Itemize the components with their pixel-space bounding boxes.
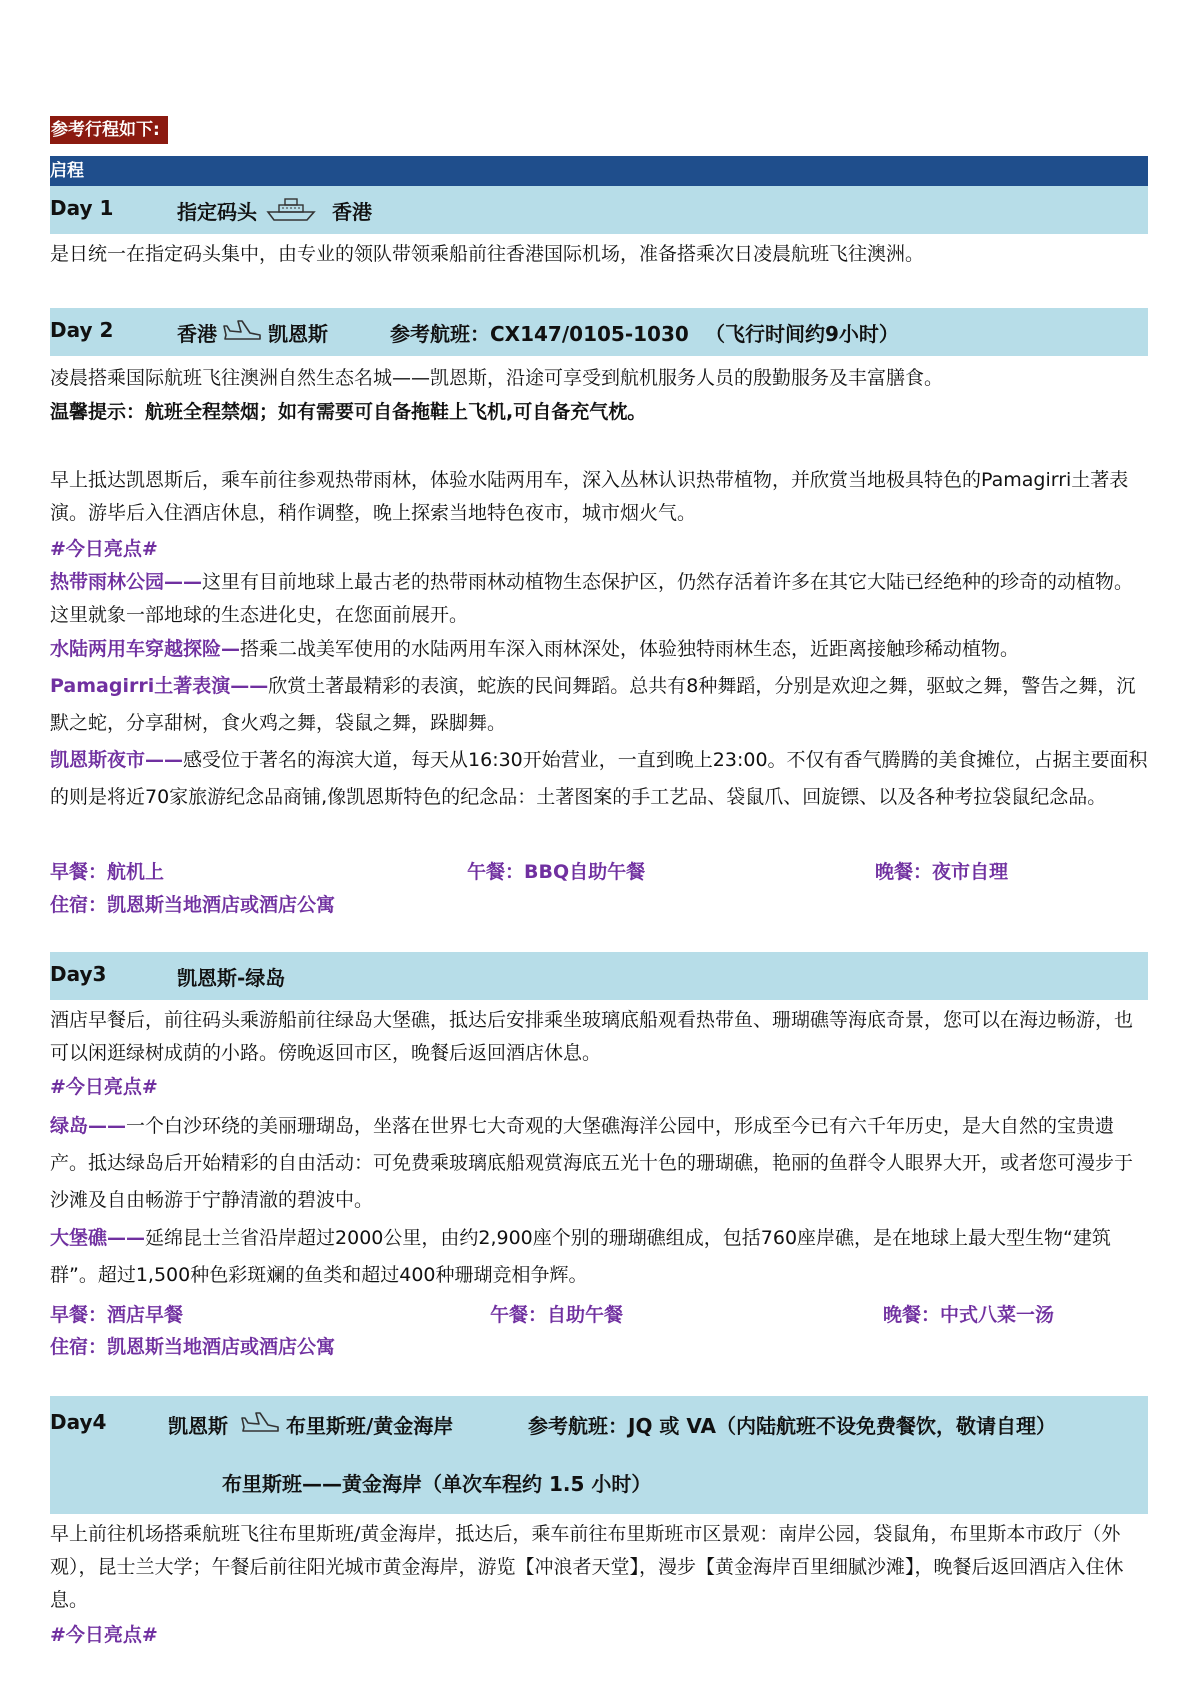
attraction-name: 热带雨林公园—— [50, 571, 203, 593]
day2-flight-duration: （飞行时间约9小时） [705, 322, 899, 346]
day2-breakfast: 早餐：航机上 [50, 861, 165, 883]
day2-to: 凯恩斯 [268, 322, 328, 346]
day1-from: 指定码头 [177, 200, 257, 224]
day2-dinner: 晚餐：夜市自理 [875, 861, 1009, 883]
attraction-text: 延绵昆士兰省沿岸超过2000公里，由约2,900座个别的珊瑚礁组成，包括760座岸礁，是在地球上最大型生物“建筑群”。超过1,500种色彩斑斓的鱼类和超过400种珊瑚竞相争辉。 [50, 1227, 1111, 1286]
day3-dinner: 晚餐：中式八菜一汤 [883, 1304, 1055, 1326]
attraction-name: 凯恩斯夜市—— [50, 749, 184, 771]
plane-icon [240, 1408, 282, 1443]
day2-header-bar [50, 308, 1148, 356]
day3-breakfast: 早餐：酒店早餐 [50, 1304, 184, 1326]
day1-label: Day 1 [50, 196, 114, 220]
plane-icon [222, 316, 264, 351]
attraction-text: 搭乘二战美军使用的水陆两用车深入雨林深处，体验独特雨林生态，近距离接触珍稀动植物。 [240, 638, 1020, 660]
attraction-name: 绿岛—— [50, 1115, 127, 1137]
day3-attraction-green-island [50, 1108, 1148, 1219]
day4-header-bar [50, 1396, 1148, 1514]
day3-header-bar [50, 952, 1148, 1000]
ship-icon [265, 194, 317, 229]
day4-description: 早上前往机场搭乘航班飞往布里斯班/黄金海岸，抵达后，乘车前往布里斯班市区景观：南岸公园，袋鼠角，布里斯本市政厅（外观），昆士兰大学；午餐后前往阳光城市黄金海岸，游览【冲浪者天堂】，漫步【黄金海岸百里细腻沙滩】，晚餐后返回酒店入住休息。 [50, 1523, 1124, 1611]
day2-description-2: 早上抵达凯恩斯后，乘车前往参观热带雨林，体验水陆两用车，深入丛林认识热带植物，并欣赏当地极具特色的Pamagirri土著表演。游毕后入住酒店休息，稍作调整，晚上探索当地特色夜市，城市烟火气。 [50, 469, 1129, 524]
day2-attraction-amphibious [50, 633, 1148, 666]
attraction-text: 欣赏土著最精彩的表演，蛇族的民间舞蹈。总共有8种舞蹈，分别是欢迎之舞，驱蚊之舞，警告之舞，沉默之蛇，分享甜树，食火鸡之舞，袋鼠之舞，跺脚舞。 [50, 675, 1136, 734]
day3-hotel: 住宿：凯恩斯当地酒店或酒店公寓 [50, 1336, 336, 1358]
day4-from: 凯恩斯 [168, 1414, 228, 1438]
day2-label: Day 2 [50, 318, 114, 342]
attraction-text: 感受位于著名的海滨大道，每天从16:30开始营业，一直到晚上23:00。不仅有香气腾腾的美食摊位，占据主要面积的则是将近70家旅游纪念品商铺,像凯恩斯特色的纪念品：土著图案的手工艺品、袋鼠爪、回旋镖、以及各种考拉袋鼠纪念品。 [50, 749, 1148, 808]
day4-flight: 参考航班：JQ 或 VA（内陆航班不设免费餐饮，敬请自理） [528, 1414, 1056, 1438]
attraction-name: Pamagirri土著表演—— [50, 675, 269, 697]
day4-to: 布里斯班/黄金海岸 [286, 1414, 454, 1438]
day2-hotel: 住宿：凯恩斯当地酒店或酒店公寓 [50, 894, 336, 916]
day1-header-bar [50, 186, 1148, 234]
day4-label: Day4 [50, 1410, 107, 1434]
day3-attraction-great-barrier-reef [50, 1220, 1148, 1294]
day3-description: 酒店早餐后，前往码头乘游船前往绿岛大堡礁，抵达后安排乘坐玻璃底船观看热带鱼、珊瑚礁等海底奇景，您可以在海边畅游，也可以闲逛绿树成荫的小路。傍晚返回市区，晚餐后返回酒店休息。 [50, 1009, 1134, 1064]
attraction-text: 一个白沙环绕的美丽珊瑚岛，坐落在世界七大奇观的大堡礁海洋公园中，形成至今已有六千年历史，是大自然的宝贵遗产。抵达绿岛后开始精彩的自由活动：可免费乘玻璃底船观赏海底五光十色的珊瑚礁，艳丽的鱼群令人眼界大开，或者您可漫步于沙滩及自由畅游于宁静清澈的碧波中。 [50, 1115, 1134, 1211]
day3-route: 凯恩斯-绿岛 [177, 966, 286, 990]
day2-attraction-rainforest [50, 566, 1148, 632]
day2-lunch: 午餐：BBQ自助午餐 [467, 861, 646, 883]
attraction-text: 这里有目前地球上最古老的热带雨林动植物生态保护区，仍然存活着许多在其它大陆已经绝种的珍奇的动植物。这里就象一部地球的生态进化史，在您面前展开。 [50, 571, 1134, 626]
day2-attraction-night-market [50, 742, 1148, 816]
day1-to: 香港 [332, 200, 372, 224]
day4-highlight-heading: #今日亮点# [50, 1624, 158, 1646]
day2-description-1: 凌晨搭乘国际航班飞往澳洲自然生态名城——凯恩斯，沿途可享受到航机服务人员的殷勤服务及丰富膳食。 [50, 367, 944, 389]
day2-tip: 温馨提示：航班全程禁烟；如有需要可自备拖鞋上飞机,可自备充气枕。 [50, 401, 647, 423]
attraction-name: 水陆两用车穿越探险— [50, 638, 241, 660]
day2-highlight-heading: #今日亮点# [50, 538, 158, 560]
section-bar-departure: 启程 [50, 156, 1148, 186]
day2-attraction-pamagirri [50, 668, 1148, 742]
day2-from: 香港 [177, 322, 217, 346]
attraction-name: 大堡礁—— [50, 1227, 146, 1249]
day4-drive: 布里斯班——黄金海岸（单次车程约 1.5 小时） [222, 1472, 652, 1496]
day2-flight: 参考航班：CX147/0105-1030 [390, 322, 689, 346]
day3-highlight-heading: #今日亮点# [50, 1076, 158, 1098]
day3-lunch: 午餐：自助午餐 [490, 1304, 624, 1326]
day3-label: Day3 [50, 962, 107, 986]
day1-description: 是日统一在指定码头集中，由专业的领队带领乘船前往香港国际机场，准备搭乘次日凌晨航班飞往澳洲。 [50, 243, 925, 265]
itinerary-title-tag: 参考行程如下: [50, 116, 168, 144]
